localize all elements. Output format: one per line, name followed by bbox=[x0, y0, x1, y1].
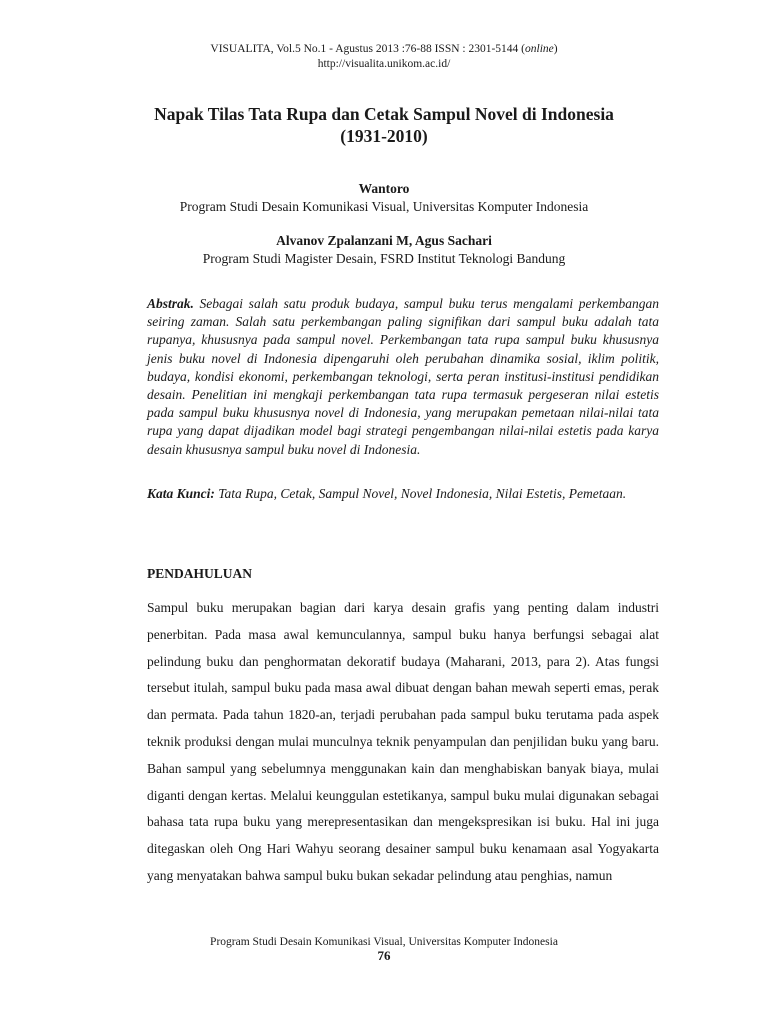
abstract-text: Sebagai salah satu produk budaya, sampul buku terus mengalami perkembangan seiring zaman. Salah satu perkembangan paling signifikan dari sampul buku adalah tata rupanya, khususnya pada sampul novel. Perkembangan tata rupa sampul buku khususnya jenis buku novel di Indonesia dipengaruhi oleh perubahan dinamika sosial, iklim politik, budaya, kondisi ekonomi, perkembangan teknologi, serta peran institusi-institusi pendidikan desain. Penelitian ini mengkaji perkembangan tata rupa termasuk pergeseran nilai estetis pada sampul buku khususnya novel di Indonesia, yang merupakan pemetaan nilai-nilai tata rupa yang dapat dijadikan model bagi strategi pengembangan nilai-nilai estetis pada karya desain khususnya sampul buku novel di Indonesia. bbox=[147, 296, 659, 457]
body-paragraph: Sampul buku merupakan bagian dari karya desain grafis yang penting dalam industri penerbitan. Pada masa awal kemunculannya, sampul buku hanya berfungsi sebagai alat pelindung buku dan penghormatan dekoratif budaya (Maharani, 2013, para 2). Atas fungsi tersebut itulah, sampul buku pada masa awal dibuat dengan bahan mewah seperti emas, perak dan permata. Pada tahun 1820-an, terjadi perubahan pada sampul buku terutama pada aspek teknik produksi dengan mulai munculnya teknik penyampulan dan penjilidan buku yang baru. Bahan sampul yang sebelumnya menggunakan kain dan menghabiskan banyak biaya, mulai diganti dengan kertas. Melalui keunggulan estetikanya, sampul buku mulai digunakan sebagai bahasa tata rupa buku yang merepresentasikan dan mengekspresikan isi buku. Hal ini juga ditegaskan oleh Ong Hari Wahyu seorang desainer sampul buku kenamaan asal Yogyakarta yang menyatakan bahwa sampul buku bukan sekadar pelindung atau penghias, namun bbox=[147, 600, 659, 883]
title-line-2: (1931-2010) bbox=[340, 126, 428, 146]
paper-title bbox=[100, 103, 668, 147]
author-affiliation: Program Studi Magister Desain, FSRD Institut Teknologi Bandung bbox=[202, 251, 566, 266]
keywords-text: Tata Rupa, Cetak, Sampul Novel, Novel Indonesia, Nilai Estetis, Pemetaan. bbox=[214, 486, 627, 501]
footer-affiliation: Program Studi Desain Komunikasi Visual, Universitas Komputer Indonesia bbox=[210, 936, 558, 948]
title-line-1: Napak Tilas Tata Rupa dan Cetak Sampul Novel di Indonesia bbox=[154, 104, 614, 124]
abstract-label: Abstrak. bbox=[147, 296, 194, 311]
page-number: 76 bbox=[377, 948, 391, 963]
author-name: Alvanov Zpalanzani M, Agus Sachari bbox=[276, 233, 492, 248]
journal-url[interactable]: http://visualita.unikom.ac.id/ bbox=[317, 58, 451, 70]
running-header bbox=[0, 42, 768, 72]
keywords bbox=[147, 484, 659, 504]
author-block-2 bbox=[0, 232, 768, 268]
author-affiliation: Program Studi Desain Komunikasi Visual, Universitas Komputer Indonesia bbox=[179, 199, 589, 214]
author-name: Wantoro bbox=[358, 181, 410, 196]
running-footer bbox=[0, 935, 768, 963]
author-block-1 bbox=[0, 180, 768, 216]
keywords-label: Kata Kunci: bbox=[147, 486, 215, 501]
journal-citation: VISUALITA, Vol.5 No.1 - Agustus 2013 :76-88 ISSN : 2301-5144 (online) bbox=[210, 43, 558, 55]
online-label: online bbox=[525, 43, 554, 55]
section-heading: PENDAHULUAN bbox=[147, 566, 253, 581]
abstract bbox=[147, 295, 659, 459]
